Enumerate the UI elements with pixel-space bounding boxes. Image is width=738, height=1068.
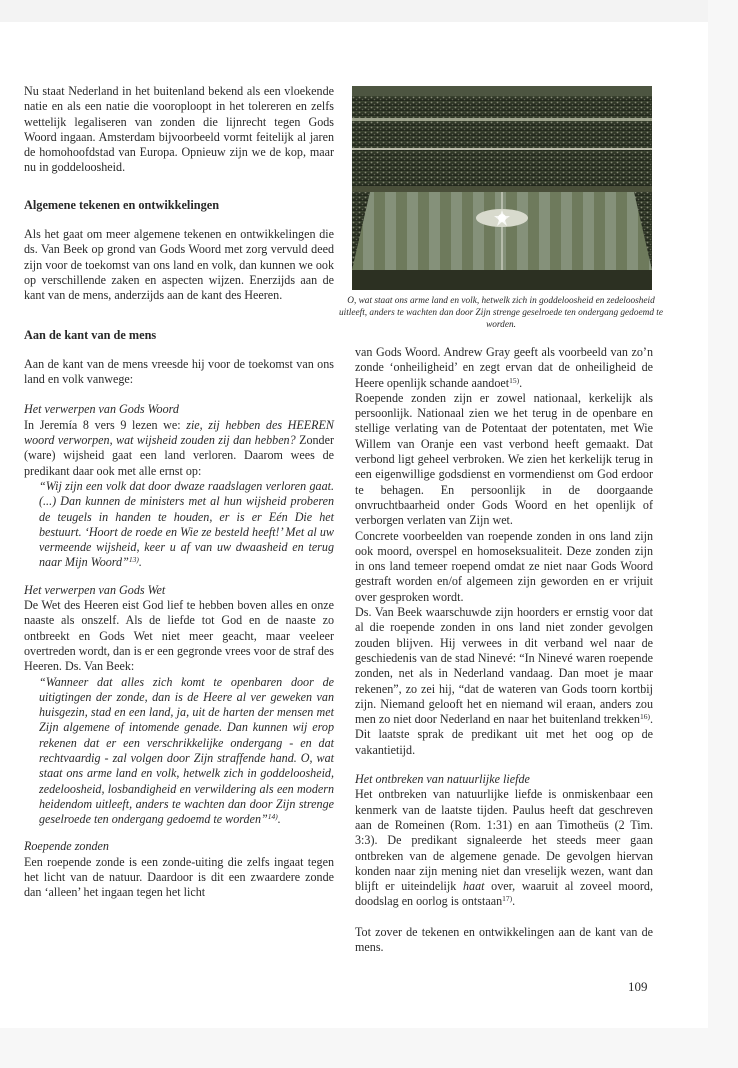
scan-top-margin	[0, 0, 738, 22]
subheading-natuurlijke-liefde: Het ontbreken van natuurlijke liefde	[355, 772, 530, 787]
footnote-15: 15)	[509, 375, 520, 385]
paragraph-algemene: Als het gaat om meer algemene tekenen en ontwikkelingen die ds. Van Beek op grond van Gods Woord met zorg vervuld deed zijn voor de toekomst van ons land en volk, dan kunnen we ook op verschillende zaken en aspecten wijzen. Enerzijds aan de kant van de mens, anderzijds aan de kant des Heeren.	[24, 227, 334, 303]
footnote-13: 13)	[128, 555, 139, 565]
footnote-17: 17)	[502, 894, 513, 904]
left-column	[24, 84, 334, 901]
heading-kant-van-de-mens: Aan de kant van de mens	[24, 327, 157, 342]
paragraph-concrete-voorbeelden: Concrete voorbeelden van roepende zonden in ons land zijn ook moord, overspel en homoseksualiteit. Deze zonden zijn in ons land temeer roepend omdat ze niet naar Gods Woord gestraft worden en/of algemeen zijn geworden en er vrijuit over gesproken wordt.	[355, 528, 653, 604]
quote-van-beek-1: “Wij zijn een volk dat door dwaze raadslagen verloren gaat. (...) Dan kunnen de ministers met al hun wijsheid proberen de teugels in handen te houden, er is er Eén Die het bestuurt. ‘Hoort de roede en Wie ze besteld heeft!’ Met al uw vermeende wijsheid, keer u af van uw dwaasheid en terug naar Mijn Woord”$^{13)}$.	[39, 478, 334, 570]
scan-bottom-margin	[0, 1028, 738, 1068]
footnote-16: 16)	[639, 712, 650, 722]
intro-paragraph: Nu staat Nederland in het buitenland bekend als een vloekende natie en als een natie die vooroploopt in het tolereren en zelfs wettelijk legaliseren van zonden die lijnrecht tegen Gods Woord ingaan. Amsterdam bijvoorbeeld vormt feitelijk al jaren de homohoofdstad van Europa. Opnieuw zijn we de kop, maar nu in goddeloosheid.	[24, 84, 334, 175]
subheading-gods-wet: Het verwerpen van Gods Wet	[24, 582, 166, 597]
scan-right-margin	[708, 0, 738, 1068]
paragraph-nineve: Ds. Van Beek waarschuwde zijn hoorders er ernstig voor dat al die roepende zonden in ons land niet zonder gevolgen zouden blijven. Hij verwees in dit verband wel naar de geschiedenis van de stad Ninevé: “In Ninevé waren roepende zonden, net als in Nederland vandaag. Dan moet je maar rekenen”, zo zei hij, “dat de wateren van Gods toorn kortbij zijn. Niemand gelooft het en niemand wil eraan, anders zou men zo niet door Nederland en naar het buitenland trekken$^{16)}$. Dit laatste sprak de predikant uit met het oog op de vakantietijd.	[355, 605, 653, 757]
paragraph-gods-woord: In Jeremía 8 vers 9 lezen we: zie, zij hebben des HEEREN woord verworpen, wat wijsheid zouden zij dan hebben? Zonder (ware) wijsheid gaat een land verloren. Daarom wees de predikant daar ook met alle ernst op:	[24, 417, 334, 478]
heading-algemene-tekenen: Algemene tekenen en ontwikkelingen	[24, 197, 220, 212]
paragraph-roepende-zonden: Een roepende zonde is een zonde-uiting die zelfs ingaat tegen het licht van de natuur. Daardoor is dit een zwaardere zonde dan ‘alleen’ het ingaan tegen het licht	[24, 854, 334, 900]
subheading-roepende-zonden: Roepende zonden	[24, 839, 109, 854]
paragraph-natuurlijke-liefde: Het ontbreken van natuurlijke liefde is onmiskenbaar een kenmerk van de laatste tijden. Paulus heeft dat geschreven aan de Romeinen (Rom. 1:31) en aan Timotheüs (2 Tim. 3:3). De predikant signaleerde het steeds meer gaan ontbreken van de algemene genade. De gevolgen hiervan konden naar zijn mening niet dan vreselijk wezen, want dan blijft er uiteindelijk haat over, waaruit al zoveel moord, doodslag en oorlog is ontstaan$^{17)}$.	[355, 787, 653, 909]
paragraph-andrew-gray: van Gods Woord. Andrew Gray geeft als voorbeeld van zo’n zonde ‘onheiligheid’ en zegt ervan dat de onheiligheid de Heere openlijk schande aandoet$^{15)}$.	[355, 345, 653, 390]
footnote-14: 14)	[267, 812, 278, 822]
photo-caption: O, wat staat ons arme land en volk, hetwelk zich in goddeloosheid en zedeloosheid uitleeft, anders te wachten dan door Zijn strenge geselroede ten ondergang gedoemd te worden.	[338, 296, 664, 330]
paragraph-kant-van-de-mens: Aan de kant van de mens vreesde hij voor de toekomst van ons land en volk vanwege:	[24, 356, 334, 387]
stadium-photo	[352, 86, 652, 290]
paragraph-gods-wet: De Wet des Heeren eist God lief te hebben boven alles en onze naaste als onszelf. Als de liefde tot God en de naaste zo ontbreekt en Gods Wet niet meer geacht, maar veeleer overtreden wordt, dan is er een gegronde vrees voor de straf des Heeren. Ds. Van Beek:	[24, 598, 334, 674]
subheading-gods-woord: Het verwerpen van Gods Woord	[24, 402, 179, 417]
paragraph-roepende-nationaal: Roepende zonden zijn er zowel nationaal, kerkelijk als persoonlijk. Nationaal zien we het terug in de openbare en stellige verlating van de Potentaat der potentaten, met Wie Willem van Oranje een vast verbond heeft gemaakt. Dat verbond ligt geheel verbroken. We zien het kerkelijk terug in een eigenwillige godsdienst en vormendienst om God erdoor te behagen. En persoonlijk in de doorgaande onvruchtbaarheid onder Gods Woord en het openlijk of verborgen verlaten van Zijn wet.	[355, 390, 653, 528]
page-number: 109	[628, 979, 648, 994]
right-column	[355, 345, 653, 955]
closing-paragraph: Tot zover de tekenen en ontwikkelingen aan de kant van de mens.	[355, 924, 653, 954]
quote-van-beek-2: “Wanneer dat alles zich komt te openbaren door de uitigtingen der zonde, dan is de Heere al ver geweken van huisgezin, stad en een land, ja, uit de harten der mensen met Zijn algemene of intomende genade. Dan kunnen wij erop rekenen dat er een verschrikkelijke ondergang - en dat rechtvaardig - zal volgen door Zijn straffende hand. O, wat staat ons arme land en volk, hetwelk zich in goddeloosheid, zedeloosheid, losbandigheid en verwildering als een modern heidendom uitleeft, anders te wachten dan door Zijn strenge geselroede ten ondergang gedoemd te worden”$^{14)}$.	[39, 674, 334, 827]
